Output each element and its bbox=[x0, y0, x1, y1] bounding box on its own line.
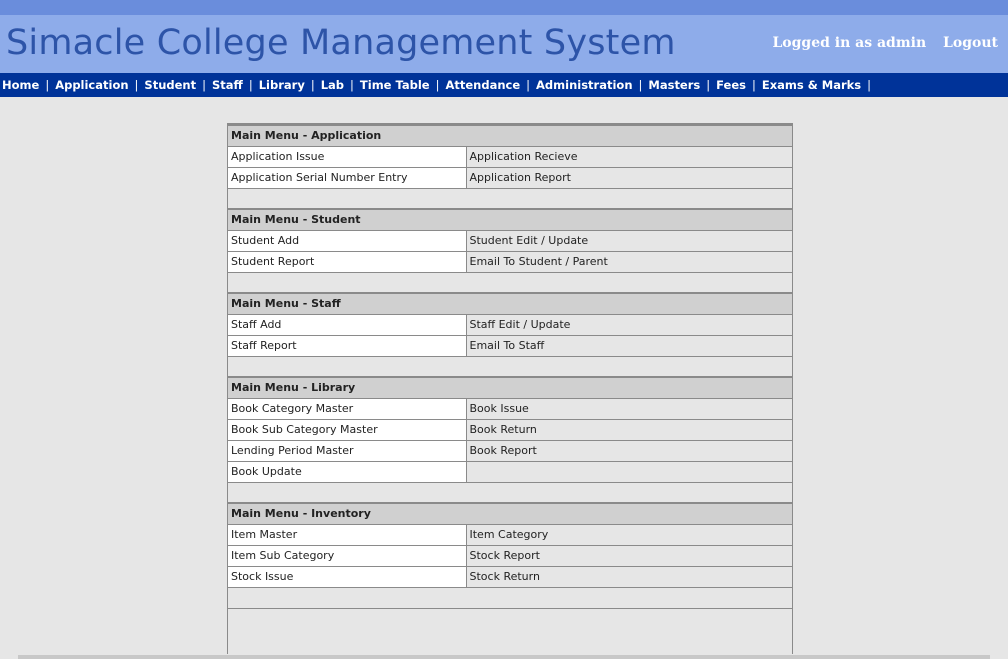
menu-cell bbox=[466, 314, 792, 335]
header-banner bbox=[0, 15, 1008, 73]
menu-cell bbox=[466, 545, 792, 566]
section-spacer bbox=[228, 356, 792, 377]
section-spacer bbox=[228, 482, 792, 503]
section-title: Main Menu - Application bbox=[228, 125, 792, 146]
menu-link-student-report[interactable]: Student Report bbox=[231, 255, 315, 268]
app-title: Simacle College Management System bbox=[6, 23, 676, 63]
menu-link-staff-edit-update[interactable]: Staff Edit / Update bbox=[469, 318, 571, 331]
menu-row bbox=[228, 251, 792, 272]
nav-separator: | bbox=[435, 78, 440, 92]
menu-link-student-edit-update[interactable]: Student Edit / Update bbox=[469, 234, 589, 247]
section-header bbox=[228, 293, 792, 314]
menu-row bbox=[228, 524, 792, 545]
nav-item-time-table[interactable]: Time Table bbox=[359, 78, 430, 92]
menu-link-book-category-master[interactable]: Book Category Master bbox=[231, 402, 354, 415]
nav-item-library[interactable]: Library bbox=[258, 78, 305, 92]
menu-cell bbox=[466, 461, 792, 482]
menu-cell bbox=[466, 419, 792, 440]
nav-separator: | bbox=[706, 78, 711, 92]
section-header bbox=[228, 377, 792, 398]
menu-link-book-return[interactable]: Book Return bbox=[469, 423, 537, 436]
menu-link-item-sub-category[interactable]: Item Sub Category bbox=[231, 549, 335, 562]
menu-row bbox=[228, 314, 792, 335]
logged-in-text: Logged in as admin bbox=[772, 35, 927, 51]
menu-link-application-report[interactable]: Application Report bbox=[469, 171, 571, 184]
horizontal-scrollbar[interactable] bbox=[18, 655, 990, 659]
menu-cell bbox=[228, 167, 466, 188]
menu-link-application-issue[interactable]: Application Issue bbox=[231, 150, 325, 163]
nav-separator: | bbox=[867, 78, 872, 92]
menu-cell bbox=[228, 461, 466, 482]
menu-link-book-update[interactable]: Book Update bbox=[231, 465, 302, 478]
menu-row bbox=[228, 230, 792, 251]
nav-separator: | bbox=[248, 78, 253, 92]
section-title: Main Menu - Library bbox=[228, 377, 792, 398]
menu-cell bbox=[466, 251, 792, 272]
menu-row bbox=[228, 545, 792, 566]
section-spacer bbox=[228, 272, 792, 293]
menu-cell bbox=[466, 230, 792, 251]
menu-cell bbox=[228, 398, 466, 419]
nav-separator: | bbox=[134, 78, 139, 92]
main-menu-panel bbox=[227, 123, 793, 654]
section-title: Main Menu - Staff bbox=[228, 293, 792, 314]
menu-link-lending-period-master[interactable]: Lending Period Master bbox=[231, 444, 354, 457]
menu-cell bbox=[228, 440, 466, 461]
spacer-cell bbox=[228, 356, 792, 377]
section-header bbox=[228, 125, 792, 146]
nav-item-masters[interactable]: Masters bbox=[648, 78, 701, 92]
nav-item-exams-marks[interactable]: Exams & Marks bbox=[761, 78, 862, 92]
login-area bbox=[760, 35, 998, 51]
menu-cell bbox=[228, 419, 466, 440]
menu-link-student-add[interactable]: Student Add bbox=[231, 234, 300, 247]
menu-cell bbox=[228, 251, 466, 272]
menu-link-email-to-student-parent[interactable]: Email To Student / Parent bbox=[469, 255, 608, 268]
nav-item-administration[interactable]: Administration bbox=[536, 78, 633, 92]
nav-separator: | bbox=[310, 78, 315, 92]
menu-link-staff-add[interactable]: Staff Add bbox=[231, 318, 282, 331]
nav-item-fees[interactable]: Fees bbox=[716, 78, 746, 92]
menu-link-item-category[interactable]: Item Category bbox=[469, 528, 549, 541]
section-header bbox=[228, 503, 792, 524]
menu-link-staff-report[interactable]: Staff Report bbox=[231, 339, 297, 352]
menu-cell bbox=[228, 545, 466, 566]
menu-row bbox=[228, 461, 792, 482]
menu-cell bbox=[466, 524, 792, 545]
spacer-cell bbox=[228, 587, 792, 608]
nav-item-student[interactable]: Student bbox=[144, 78, 197, 92]
nav-item-lab[interactable]: Lab bbox=[320, 78, 345, 92]
menu-row bbox=[228, 335, 792, 356]
menu-link-stock-issue[interactable]: Stock Issue bbox=[231, 570, 294, 583]
section-header bbox=[228, 209, 792, 230]
menu-cell bbox=[466, 440, 792, 461]
main-menu-table bbox=[228, 124, 792, 609]
menu-row bbox=[228, 167, 792, 188]
logout-link[interactable]: Logout bbox=[943, 35, 998, 51]
menu-row bbox=[228, 146, 792, 167]
menu-row bbox=[228, 440, 792, 461]
section-title: Main Menu - Inventory bbox=[228, 503, 792, 524]
menu-link-book-report[interactable]: Book Report bbox=[469, 444, 537, 457]
nav-separator: | bbox=[638, 78, 643, 92]
nav-separator: | bbox=[202, 78, 206, 92]
menu-cell bbox=[466, 398, 792, 419]
menu-row bbox=[228, 398, 792, 419]
section-title: Main Menu - Student bbox=[228, 209, 792, 230]
menu-cell bbox=[228, 146, 466, 167]
main-nav bbox=[0, 73, 1008, 97]
menu-cell bbox=[228, 335, 466, 356]
menu-cell bbox=[466, 167, 792, 188]
nav-separator: | bbox=[350, 78, 354, 92]
nav-item-home[interactable]: Home bbox=[2, 78, 40, 92]
menu-link-book-issue[interactable]: Book Issue bbox=[469, 402, 529, 415]
nav-separator: | bbox=[526, 78, 531, 92]
nav-item-application[interactable]: Application bbox=[55, 78, 129, 92]
menu-cell bbox=[466, 146, 792, 167]
nav-item-staff[interactable]: Staff bbox=[211, 78, 243, 92]
spacer-cell bbox=[228, 482, 792, 503]
nav-separator: | bbox=[751, 78, 756, 92]
spacer-cell bbox=[228, 188, 792, 209]
menu-link-application-recieve[interactable]: Application Recieve bbox=[469, 150, 578, 163]
menu-link-email-to-staff[interactable]: Email To Staff bbox=[469, 339, 545, 352]
menu-cell bbox=[228, 566, 466, 587]
section-spacer bbox=[228, 188, 792, 209]
menu-link-stock-return[interactable]: Stock Return bbox=[469, 570, 540, 583]
menu-cell bbox=[228, 230, 466, 251]
menu-link-application-serial-number-entry[interactable]: Application Serial Number Entry bbox=[231, 171, 408, 184]
menu-cell bbox=[228, 524, 466, 545]
menu-row bbox=[228, 419, 792, 440]
menu-link-item-master[interactable]: Item Master bbox=[231, 528, 298, 541]
menu-link-book-sub-category-master[interactable]: Book Sub Category Master bbox=[231, 423, 378, 436]
nav-item-attendance[interactable]: Attendance bbox=[445, 78, 521, 92]
menu-cell bbox=[466, 566, 792, 587]
section-spacer bbox=[228, 587, 792, 608]
menu-cell bbox=[466, 335, 792, 356]
menu-link-stock-report[interactable]: Stock Report bbox=[469, 549, 540, 562]
top-strip bbox=[0, 0, 1008, 15]
nav-separator: | bbox=[45, 78, 50, 92]
spacer-cell bbox=[228, 272, 792, 293]
menu-row bbox=[228, 566, 792, 587]
menu-cell bbox=[228, 314, 466, 335]
